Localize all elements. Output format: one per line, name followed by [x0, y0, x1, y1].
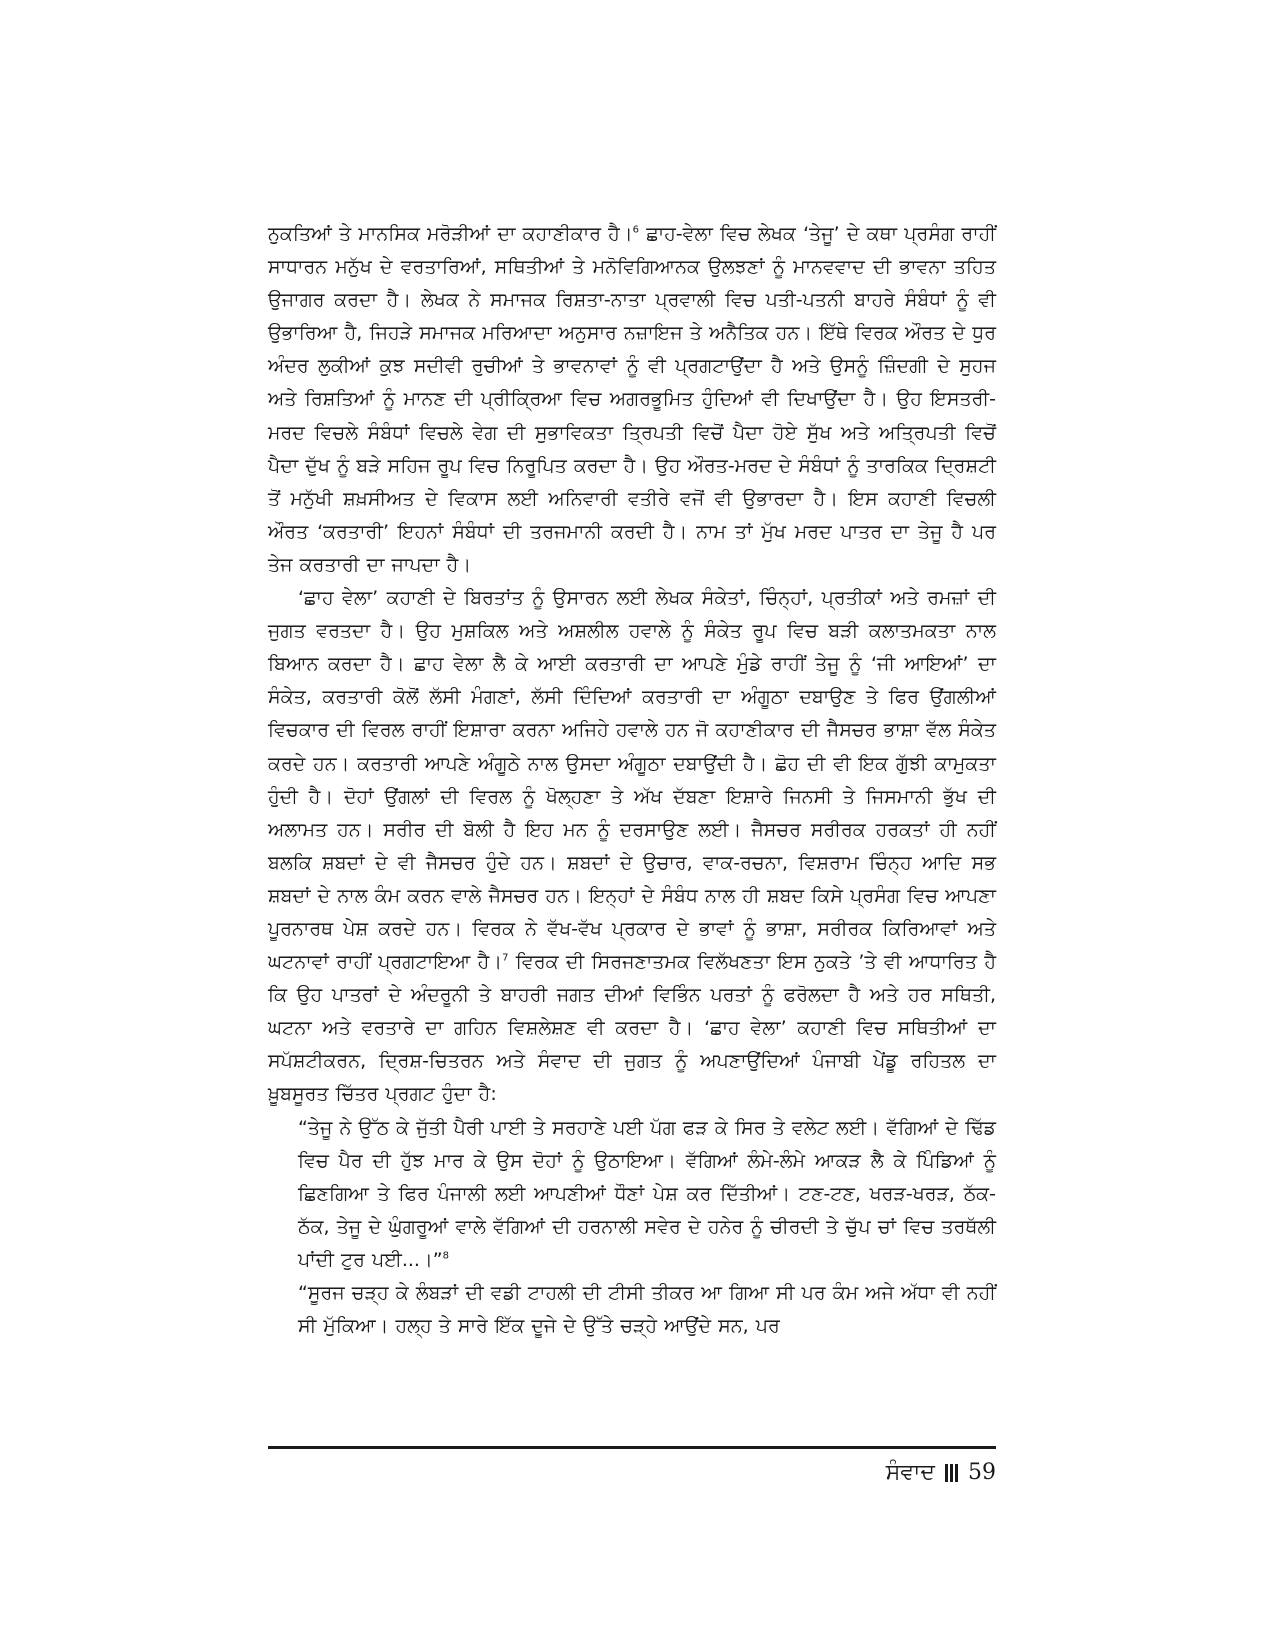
page-number: 59 — [968, 1460, 996, 1485]
paragraph-text: ‘ਛਾਹ ਵੇਲਾ’ ਕਹਾਣੀ ਦੇ ਬਿਰਤਾਂਤ ਨੂੰ ਉਸਾਰਨ ਲਈ ਲੇਖਕ ਸੰਕੇਤਾਂ, ਚਿੰਨ੍ਹਾਂ, ਪ੍ਰਤੀਕਾਂ ਅਤੇ ਰਮਜ਼ਾਂ ਦੀ ਜੁਗਤ ਵਰਤਦਾ ਹੈ। ਉਹ ਮੁਸ਼ਕਿਲ ਅਤੇ ਅਸ਼ਲੀਲ ਹਵਾਲੇ ਨੂੰ ਸੰਕੇਤ ਰੂਪ ਵਿਚ ਬੜੀ ਕਲਾਤਮਕਤਾ ਨਾਲ ਬਿਆਨ ਕਰਦਾ ਹੈ। ਛਾਹ ਵੇਲਾ ਲੈ ਕੇ ਆਈ ਕਰਤਾਰੀ ਦਾ ਆਪਣੇ ਮੁੰਡੇ ਰਾਹੀਂ ਤੇਜੂ ਨੂੰ ‘ਜੀ ਆਇਆਂ’ ਦਾ ਸੰਕੇਤ, ਕਰਤਾਰੀ ਕੋਲੋਂ ਲੱਸੀ ਮੰਗਣਾਂ, ਲੱਸੀ ਦਿੰਦਿਆਂ ਕਰਤਾਰੀ ਦਾ ਅੰਗੂਠਾ ਦਬਾਉਣ ਤੇ ਫਿਰ ਉਂਗਲੀਆਂ ਵਿਚਕਾਰ ਦੀ ਵਿਰਲ ਰਾਹੀਂ ਇਸ਼ਾਰਾ ਕਰਨਾ ਅਜਿਹੇ ਹਵਾਲੇ ਹਨ ਜੋ ਕਹਾਣੀਕਾਰ ਦੀ ਜੈਸਚਰ ਭਾਸ਼ਾ ਵੱਲ ਸੰਕੇਤ ਕਰਦੇ ਹਨ। ਕਰਤਾਰੀ ਆਪਣੇ ਅੰਗੂਠੇ ਨਾਲ ਉਸਦਾ ਅੰਗੂਠਾ ਦਬਾਉਂਦੀ ਹੈ। ਛੋਹ ਦੀ ਵੀ ਇਕ ਗੁੱਝੀ ਕਾਮੁਕਤਾ ਹੁੰਦੀ ਹੈ। ਦੋਹਾਂ ਉਂਗਲਾਂ ਦੀ ਵਿਰਲ ਨੂੰ ਖੋਲ੍ਹਣਾ ਤੇ ਅੱਖ ਦੱਬਣਾ ਇਸ਼ਾਰੇ ਜਿਨਸੀ ਤੇ ਜਿਸਮਾਨੀ ਭੁੱਖ ਦੀ ਅਲਾਮਤ ਹਨ। ਸਰੀਰ ਦੀ ਬੋਲੀ ਹੈ ਇਹ ਮਨ ਨੂੰ ਦਰਸਾਉਣ ਲਈ। ਜੈਸਚਰ ਸਰੀਰਕ ਹਰਕਤਾਂ ਹੀ ਨਹੀਂ ਬਲਕਿ ਸ਼ਬਦਾਂ ਦੇ ਵੀ ਜੈਸਚਰ ਹੁੰਦੇ ਹਨ। ਸ਼ਬਦਾਂ ਦੇ ਉਚਾਰ, ਵਾਕ-ਰਚਨਾ, ਵਿਸ਼ਰਾਮ ਚਿੰਨ੍ਹ ਆਦਿ ਸਭ ਸ਼ਬਦਾਂ ਦੇ ਨਾਲ ਕੰਮ ਕਰਨ ਵਾਲੇ ਜੈਸਚਰ ਹਨ। ਇਨ੍ਹਾਂ ਦੇ ਸੰਬੰਧ ਨਾਲ ਹੀ ਸ਼ਬਦ ਕਿਸੇ ਪ੍ਰਸੰਗ ਵਿਚ ਆਪਣਾ ਪੂਰਨਾਰਥ ਪੇਸ਼ ਕਰਦੇ ਹਨ। ਵਿਰਕ ਨੇ ਵੱਖ-ਵੱਖ ਪ੍ਰਕਾਰ ਦੇ ਭਾਵਾਂ ਨੂੰ ਭਾਸ਼ਾ, ਸਰੀਰਕ ਕਿਰਿਆਵਾਂ ਅਤੇ ਘਟਨਾਵਾਂ ਰਾਹੀਂ ਪ੍ਰਗਟਾਇਆ ਹੈ। — [268, 587, 996, 974]
quote-text: “ਸੂਰਜ ਚੜ੍ਹ ਕੇ ਲੰਬੜਾਂ ਦੀ ਵਡੀ ਟਾਹਲੀ ਦੀ ਟੀਸੀ ਤੀਕਰ ਆ ਗਿਆ ਸੀ ਪਰ ਕੰਮ ਅਜੇ ਅੱਧਾ ਵੀ ਨਹੀਂ ਸੀ ਮੁੱਕਿਆ। ਹਲ੍ਹ ਤੇ ਸਾਰੇ ਇੱਕ ਦੂਜੇ ਦੇ ਉੱਤੇ ਚੜ੍ਹੇ ਆਉਂਦੇ ਸਨ, ਪਰ — [298, 1282, 996, 1338]
block-quote — [268, 1112, 996, 1277]
quote-paragraph — [298, 1112, 996, 1277]
triple-bar-icon — [945, 1463, 958, 1483]
paragraph-text: ਨੁਕਤਿਆਂ ਤੇ ਮਾਨਸਿਕ ਮਰੋੜੀਆਂ ਦਾ ਕਹਾਣੀਕਾਰ ਹੈ। — [268, 223, 633, 245]
footnote-ref[interactable]: 8 — [442, 1250, 449, 1262]
journal-name: ਸੰਵਾਦ — [885, 1460, 935, 1485]
footnote-ref[interactable]: 6 — [632, 224, 640, 236]
footnote-ref[interactable]: 7 — [502, 952, 509, 964]
quote-paragraph — [298, 1277, 996, 1343]
quote-text: “ਤੇਜੂ ਨੇ ਉੱਠ ਕੇ ਜੁੱਤੀ ਪੈਰੀ ਪਾਈ ਤੇ ਸਰਹਾਣੇ ਪਈ ਪੱਗ ਫੜ ਕੇ ਸਿਰ ਤੇ ਵਲੇਟ ਲਈ। ਵੱਗਿਆਂ ਦੇ ਢਿੱਡ ਵਿਚ ਪੈਰ ਦੀ ਹੁੱਝ ਮਾਰ ਕੇ ਉਸ ਦੋਹਾਂ ਨੂੰ ਉਠਾਇਆ। ਵੱਗਿਆਂ ਲੰਮੇ-ਲੰਮੇ ਆਕੜ ਲੈ ਕੇ ਪਿੰਡਿਆਂ ਨੂੰ ਛਿਣਗਿਆ ਤੇ ਫਿਰ ਪੰਜਾਲੀ ਲਈ ਆਪਣੀਆਂ ਧੌਣਾਂ ਪੇਸ਼ ਕਰ ਦਿੱਤੀਆਂ। ਟਣ-ਟਣ, ਖਰੜ-ਖਰੜ, ਠੱਕ-ਠੱਕ, ਤੇਜੂ ਦੇ ਘੁੰਗਰੂਆਂ ਵਾਲੇ ਵੱਗਿਆਂ ਦੀ ਹਰਨਾਲੀ ਸਵੇਰ ਦੇ ਹਨੇਰ ਨੂੰ ਚੀਰਦੀ ਤੇ ਚੁੱਪ ਚਾਂ ਵਿਚ ਤਰਥੱਲੀ ਪਾਂਦੀ ਟੁਰ ਪਈ...।” — [298, 1116, 996, 1271]
block-quote — [268, 1277, 996, 1343]
paragraph-text: ਵਿਰਕ ਦੀ ਸਿਰਜਣਾਤਮਕ ਵਿਲੱਖਣਤਾ ਇਸ ਨੁਕਤੇ ’ਤੇ ਵੀ ਆਧਾਰਿਤ ਹੈ ਕਿ ਉਹ ਪਾਤਰਾਂ ਦੇ ਅੰਦਰੂਨੀ ਤੇ ਬਾਹਰੀ ਜਗਤ ਦੀਆਂ ਵਿਭਿੰਨ ਪਰਤਾਂ ਨੂੰ ਫਰੋਲਦਾ ਹੈ ਅਤੇ ਹਰ ਸਥਿਤੀ, ਘਟਨਾ ਅਤੇ ਵਰਤਾਰੇ ਦਾ ਗਹਿਨ ਵਿਸ਼ਲੇਸ਼ਣ ਵੀ ਕਰਦਾ ਹੈ। ‘ਛਾਹ ਵੇਲਾ’ ਕਹਾਣੀ ਵਿਚ ਸਥਿਤੀਆਂ ਦਾ ਸਪੱਸ਼ਟੀਕਰਨ, ਦ੍ਰਿਸ਼-ਚਿਤਰਨ ਅਤੇ ਸੰਵਾਦ ਦੀ ਜੁਗਤ ਨੂੰ ਅਪਣਾਉਂਦਿਆਂ ਪੰਜਾਬੀ ਪੇਂਡੂ ਰਹਿਤਲ ਦਾ ਖ਼ੂਬਸੂਰਤ ਚਿੱਤਰ ਪ੍ਰਗਟ ਹੁੰਦਾ ਹੈ: — [268, 951, 997, 1106]
article-body — [268, 218, 996, 1343]
page-footer — [886, 1460, 996, 1485]
paragraph — [268, 582, 996, 1112]
footer-divider — [268, 1446, 996, 1449]
paragraph-text: ਛਾਹ-ਵੇਲਾ ਵਿਚ ਲੇਖਕ ‘ਤੇਜੂ’ ਦੇ ਕਥਾ ਪ੍ਰਸੰਗ ਰਾਹੀਂ ਸਾਧਾਰਨ ਮਨੁੱਖ ਦੇ ਵਰਤਾਰਿਆਂ, ਸਥਿਤੀਆਂ ਤੇ ਮਨੋਵਿਗਿਆਨਕ ਉਲਝਣਾਂ ਨੂੰ ਮਾਨਵਵਾਦ ਦੀ ਭਾਵਨਾ ਤਹਿਤ ਉਜਾਗਰ ਕਰਦਾ ਹੈ। ਲੇਖਕ ਨੇ ਸਮਾਜਕ ਰਿਸ਼ਤਾ-ਨਾਤਾ ਪ੍ਰਵਾਲੀ ਵਿਚ ਪਤੀ-ਪਤਨੀ ਬਾਹਰੇ ਸੰਬੰਧਾਂ ਨੂੰ ਵੀ ਉਭਾਰਿਆ ਹੈ, ਜਿਹੜੇ ਸਮਾਜਕ ਮਰਿਆਦਾ ਅਨੁਸਾਰ ਨਜ਼ਾਇਜ ਤੇ ਅਨੈਤਿਕ ਹਨ। ਇੱਥੇ ਵਿਰਕ ਔਰਤ ਦੇ ਧੁਰ ਅੰਦਰ ਲੁਕੀਆਂ ਕੁਝ ਸਦੀਵੀ ਰੁਚੀਆਂ ਤੇ ਭਾਵਨਾਵਾਂ ਨੂੰ ਵੀ ਪ੍ਰਗਟਾਉਂਦਾ ਹੈ ਅਤੇ ਉਸਨੂੰ ਜ਼ਿੰਦਗੀ ਦੇ ਸੁਹਜ ਅਤੇ ਰਿਸ਼ਤਿਆਂ ਨੂੰ ਮਾਨਣ ਦੀ ਪ੍ਰੀਕ੍ਰਿਆ ਵਿਚ ਅਗਰਭੂਮਿਤ ਹੁੰਦਿਆਂ ਵੀ ਦਿਖਾਉਂਦਾ ਹੈ। ਉਹ ਇਸਤਰੀ-ਮਰਦ ਵਿਚਲੇ ਸੰਬੰਧਾਂ ਵਿਚਲੇ ਵੇਗ ਦੀ ਸੁਭਾਵਿਕਤਾ ਤ੍ਰਿਪਤੀ ਵਿਚੋਂ ਪੈਦਾ ਹੋਏ ਸੁੱਖ ਅਤੇ ਅਤ੍ਰਿਪਤੀ ਵਿਚੋਂ ਪੈਦਾ ਦੁੱਖ ਨੂੰ ਬੜੇ ਸਹਿਜ ਰੂਪ ਵਿਚ ਨਿਰੂਪਿਤ ਕਰਦਾ ਹੈ। ਉਹ ਔਰਤ-ਮਰਦ ਦੇ ਸੰਬੰਧਾਂ ਨੂੰ ਤਾਰਕਿਕ ਦ੍ਰਿਸ਼ਟੀ ਤੋਂ ਮਨੁੱਖੀ ਸ਼ਖ਼ਸੀਅਤ ਦੇ ਵਿਕਾਸ ਲਈ ਅਨਿਵਾਰੀ ਵਤੀਰੇ ਵਜੋਂ ਵੀ ਉਭਾਰਦਾ ਹੈ। ਇਸ ਕਹਾਣੀ ਵਿਚਲੀ ਔਰਤ ‘ਕਰਤਾਰੀ’ ਇਹਨਾਂ ਸੰਬੰਧਾਂ ਦੀ ਤਰਜਮਾਨੀ ਕਰਦੀ ਹੈ। ਨਾਮ ਤਾਂ ਮੁੱਖ ਮਰਦ ਪਾਤਰ ਦਾ ਤੇਜੂ ਹੈ ਪਰ ਤੇਜ ਕਰਤਾਰੀ ਦਾ ਜਾਪਦਾ ਹੈ। — [268, 223, 997, 576]
paragraph — [268, 218, 996, 582]
